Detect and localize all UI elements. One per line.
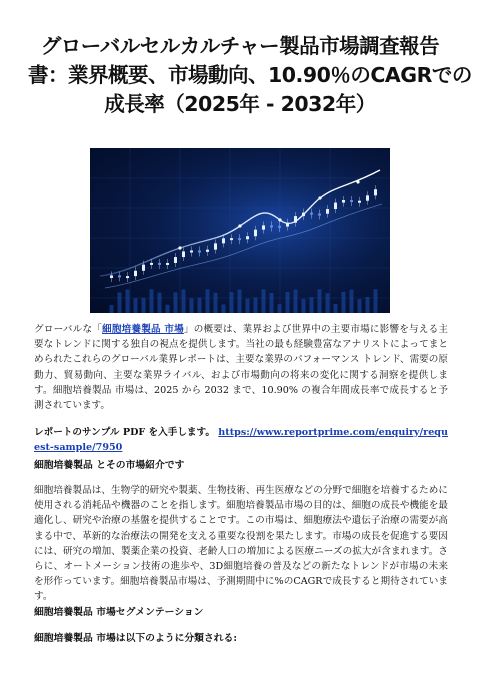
volume-bar bbox=[126, 289, 130, 313]
volume-bar bbox=[158, 293, 162, 313]
hero-stock-chart-image bbox=[90, 148, 390, 313]
report-title bbox=[28, 32, 472, 119]
candle-body bbox=[342, 200, 345, 203]
volume-bar bbox=[302, 299, 306, 313]
volume-bar bbox=[190, 298, 194, 313]
title-line-3: 成長率（2025年 - 2032年） bbox=[104, 92, 376, 116]
volume-bar bbox=[246, 299, 250, 313]
candle-body bbox=[222, 238, 225, 243]
intro-paragraph bbox=[34, 322, 448, 413]
volume-bar bbox=[270, 293, 274, 313]
candle-body bbox=[206, 250, 209, 252]
candle-body bbox=[166, 263, 169, 265]
sample-label: レポートのサンプル PDF を入手します。 bbox=[34, 427, 215, 438]
sample-url-link[interactable]: https://www.reportprime.com/enquiry/request-sample/7950 bbox=[34, 427, 448, 454]
candle-body bbox=[118, 275, 121, 277]
sample-request-line bbox=[34, 425, 448, 455]
volume-bar bbox=[326, 293, 330, 313]
volume-bar bbox=[150, 289, 154, 313]
volume-bar bbox=[262, 289, 266, 313]
market-link[interactable]: 細胞培養製品 市場 bbox=[102, 324, 184, 335]
intro-suffix: 」の概要は、業界および世界中の主要市場に影響を与える主要なトレンドに関する独自の視点を提供します。当社の最も経験豊富なアナリストによってまとめられたこれらのグローバル業界レポートは、主要な業界のパフォーマンス トレンド、需要の原動力、貿易動向、主要な業界ライバル、および市場動向の将来の変化に関する洞察を提供します。細胞培養製品 市場は、2025 から 2032 まで、10.90% の複合年間成長率で成長すると予測されています。 bbox=[34, 324, 449, 412]
volume-bar bbox=[374, 289, 378, 313]
candle-body bbox=[374, 189, 377, 195]
section-heading-segmentation: 細胞培養製品 市場セグメンテーション bbox=[34, 607, 204, 618]
volume-bar bbox=[294, 290, 298, 313]
title-line-2: 書：業界概要、市場動向、10.90％のCAGRでの bbox=[28, 63, 472, 87]
candle-body bbox=[358, 201, 361, 203]
intro-prefix: グローバルな「 bbox=[34, 324, 103, 335]
volume-bar bbox=[334, 304, 338, 313]
candle-body bbox=[334, 203, 337, 209]
candle-body bbox=[190, 250, 193, 252]
candle-body bbox=[270, 225, 273, 227]
volume-bar bbox=[350, 290, 354, 313]
candle-body bbox=[278, 226, 281, 228]
volume-bar bbox=[182, 289, 186, 313]
volume-bar bbox=[166, 305, 170, 313]
volume-bar bbox=[286, 292, 290, 313]
candle-body bbox=[366, 195, 369, 200]
candle-body bbox=[126, 276, 129, 278]
volume-bar bbox=[198, 298, 202, 313]
volume-bar bbox=[238, 290, 242, 313]
candle-body bbox=[150, 263, 153, 265]
volume-bar bbox=[174, 292, 178, 313]
candle-body bbox=[230, 238, 233, 240]
volume-bar bbox=[342, 292, 346, 313]
volume-bar bbox=[222, 304, 226, 313]
section-intro-paragraph: 細胞培養製品は、生物学的研究や製薬、生物技術、再生医療などの分野で細胞を培養するために使用される消耗品や機器のことを指します。細胞培養製品市場の目的は、細胞の成長や機能を最適化し、研究や治療の基盤を提供することです。この市場は、細胞療法や遺伝子治療の需要が高まる中で、革新的な治療法の開発を支える重要な役割を果たします。市場の成長を促進する要因には、研究の増加、製薬企業の投資、老齢人口の増加による医療ニーズの拡大が含まれます。さらに、オートメーション技術の進歩や、3D細胞培養の普及などの新たなトレンドが市場の未来を形作っています。細胞培養製品市場は、予測期間中に%のCAGRで成長すると期待されています。 bbox=[34, 485, 448, 603]
candle-body bbox=[134, 271, 137, 276]
volume-bar bbox=[366, 297, 370, 313]
volume-bar bbox=[254, 297, 258, 313]
stock-chart-illustration bbox=[90, 148, 390, 313]
title-line-1: グローバルセルカルチャー製品市場調査報告 bbox=[40, 34, 440, 58]
section-heading-intro: 細胞培養製品 とその市場紹介です bbox=[34, 460, 185, 471]
volume-bar bbox=[278, 304, 282, 313]
candle-body bbox=[182, 251, 185, 257]
volume-bar bbox=[206, 289, 210, 313]
candle-body bbox=[158, 263, 161, 265]
candle-body bbox=[254, 230, 257, 237]
candle-body bbox=[350, 200, 353, 202]
candle-body bbox=[214, 243, 217, 249]
volume-bar bbox=[110, 305, 114, 313]
candle-body bbox=[246, 236, 249, 239]
volume-bar bbox=[310, 297, 314, 313]
volume-bar bbox=[118, 292, 122, 313]
segmentation-subheading: 細胞培養製品 市場は以下のように分類される: bbox=[34, 633, 237, 644]
candle-body bbox=[142, 265, 145, 271]
candle-body bbox=[310, 213, 313, 215]
volume-bar bbox=[358, 299, 362, 313]
candle-body bbox=[110, 275, 113, 278]
candle-body bbox=[198, 250, 201, 252]
volume-bar bbox=[134, 298, 138, 313]
volume-bar bbox=[318, 289, 322, 313]
candle-body bbox=[238, 238, 241, 240]
candle-body bbox=[174, 257, 177, 263]
candle-body bbox=[326, 209, 329, 214]
volume-bar bbox=[142, 298, 146, 313]
candle-body bbox=[262, 225, 265, 229]
volume-bar bbox=[214, 293, 218, 313]
candle-body bbox=[318, 214, 321, 216]
volume-bar bbox=[230, 292, 234, 313]
